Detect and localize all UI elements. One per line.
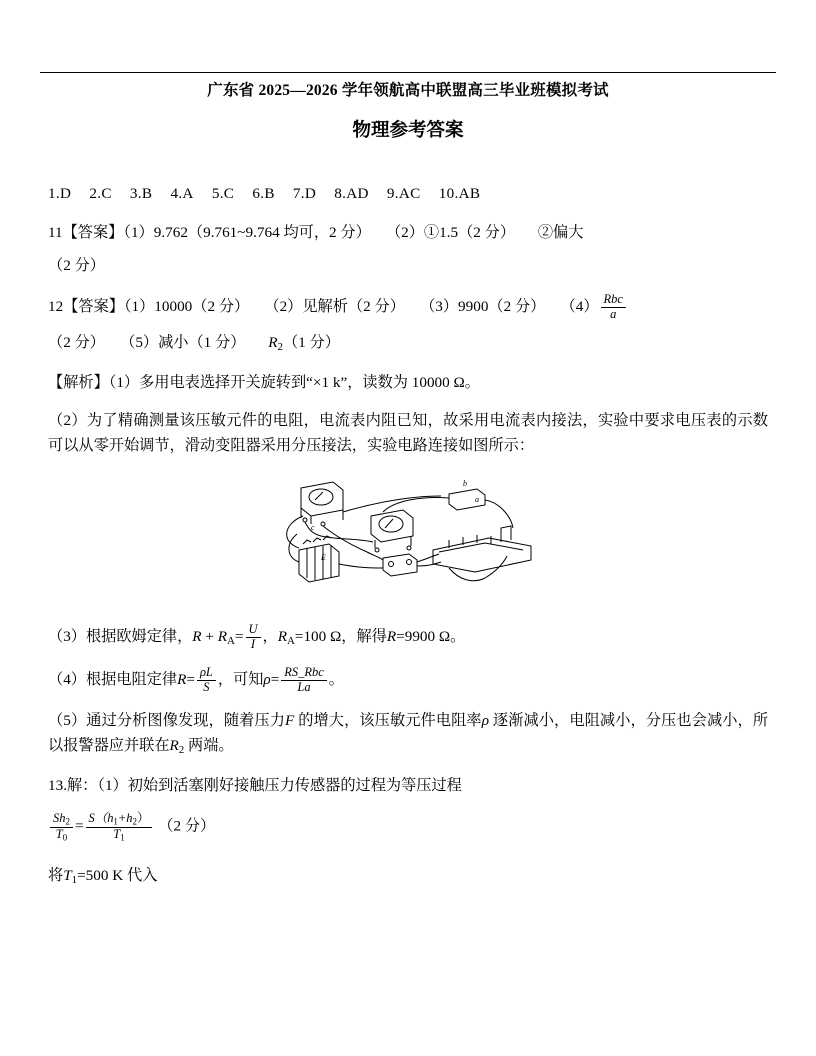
q12-analysis-1: 【解析】（1）多用电表选择开关旋转到“×1 k”，读数为 10000 Ω。 <box>48 373 480 391</box>
analysis4-text-b: ，可知 <box>217 671 264 689</box>
q12-answer-line2-text-a: （2 分） （5）减小（1 分） <box>48 333 269 351</box>
num-sh1: S（h <box>88 811 114 826</box>
den-t1: T <box>113 826 121 841</box>
analysis5-text-b: 的增大，该压敏元件电阻率 <box>294 712 482 730</box>
symbol-R: R <box>192 628 202 646</box>
q12-analysis-5 <box>48 709 768 759</box>
equation-equals: = <box>74 817 84 835</box>
num-sh: Sh <box>53 811 66 826</box>
fraction-denominator-t0 <box>50 828 73 843</box>
circuit-experiment-diagram <box>48 472 768 607</box>
answer-body <box>48 182 768 904</box>
choice-9: 9.AC <box>386 185 421 202</box>
q12-answer-line2-text-b: （1 分） <box>282 333 340 351</box>
label-b: b <box>463 479 467 489</box>
choice-4: 4.A <box>170 185 194 202</box>
fraction-sh1h2-t1 <box>86 812 153 842</box>
q12-analysis-3 <box>48 623 768 652</box>
symbol-R-solved: R <box>386 628 397 646</box>
q12-analysis-2: （2）为了精确测量该压敏元件的电阻，电流表内阻已知，故采用电流表内接法，实验中要求电压表的示数可以从零开始调节，滑动变阻器采用分压接法，实验电路连接如图所示： <box>48 412 768 454</box>
fraction-rhol-s <box>197 666 216 695</box>
label-c: c <box>311 523 315 533</box>
num-h2-sub: 2 <box>132 816 138 827</box>
symbol-RA2-sub: A <box>286 635 295 648</box>
choice-3: 3.B <box>129 185 153 202</box>
q13-equation <box>48 812 768 842</box>
page-subtitle: 物理参考答案 <box>352 121 464 141</box>
den-a: a <box>304 680 311 695</box>
fraction-numerator-rhol: ρL <box>197 666 216 681</box>
header-rule <box>40 72 776 73</box>
equation-points: （2 分） <box>158 817 216 835</box>
fraction-rbc-a <box>601 293 626 322</box>
symbol-RA: R <box>217 628 228 646</box>
q12-answer-line1-text: 12【答案】（1）10000（2 分） （2）见解析（2 分） （3）9900（2 分） （4） <box>48 297 599 315</box>
choice-8: 8.AD <box>334 185 369 202</box>
fraction-u-i <box>246 623 261 652</box>
symbol-equals-3: = <box>270 671 280 689</box>
symbol-R2-2-sub: 2 <box>178 743 185 756</box>
fraction-numerator-sh1h2 <box>86 812 153 828</box>
analysis4-text-c: 。 <box>328 671 344 689</box>
fraction-denominator-i: I <box>250 637 256 652</box>
analysis3-text-d: =9900 Ω。 <box>396 628 466 646</box>
choice-10: 10.AB <box>438 185 481 202</box>
num-paren: ） <box>137 811 150 826</box>
analysis5-text-a: （5）通过分析图像发现，随着压力 <box>48 712 286 730</box>
q13-line1: 13.解：（1）初始到活塞刚好接触压力传感器的过程为等压过程 <box>48 776 462 794</box>
multiple-choice-answers <box>48 182 768 207</box>
circuit-diagram-svg <box>263 472 553 602</box>
q12-answer-line1 <box>48 293 768 322</box>
analysis5-text-d: 两端。 <box>184 736 234 754</box>
fraction-denominator-l-a <box>281 681 326 695</box>
fraction-rs-rbc-la <box>281 666 326 695</box>
analysis3-text-c: =100 Ω，解得 <box>294 628 387 646</box>
symbol-r2-sub: 2 <box>277 340 283 353</box>
q13-line2-text-b: =500 K 代入 <box>77 867 158 885</box>
choice-7: 7.D <box>292 185 317 202</box>
choice-2: 2.C <box>89 185 112 202</box>
fraction-numerator-u: U <box>246 623 261 638</box>
symbol-RA2: R <box>277 628 287 646</box>
symbol-R-law: R <box>177 671 187 689</box>
num-sh-sub: 2 <box>65 816 70 827</box>
symbol-R2-2: R <box>169 736 179 754</box>
den-l: L <box>297 680 305 695</box>
q13-line2-text-a: 将 <box>48 867 64 885</box>
fraction-numerator-sh2 <box>50 812 73 828</box>
symbol-RA-sub: A <box>227 635 235 648</box>
analysis4-text-a: （4）根据电阻定律 <box>48 671 178 689</box>
analysis5-text-c: 逐渐减小，电阻减小，分压也会减小，所以报警器应并联在 <box>48 712 769 754</box>
q11-answer-line1: 11【答案】（1）9.762（9.761~9.764 均可，2 分） （2）①1.5（2 分） ②偏大 <box>48 223 584 241</box>
symbol-equals-2: = <box>186 671 195 689</box>
label-battery: E <box>321 553 326 563</box>
analysis3-text-a: （3）根据欧姆定律， <box>48 628 193 646</box>
q13-line2 <box>48 864 768 890</box>
den-t: T <box>55 826 63 841</box>
symbol-T1: T <box>63 867 72 885</box>
choice-5: 5.C <box>211 185 235 202</box>
fraction-denominator-s: S <box>203 680 210 695</box>
choice-1: 1.D <box>48 185 72 202</box>
symbol-rho-2: ρ <box>481 712 489 730</box>
num-sh1-sub: 1 <box>113 816 118 827</box>
symbol-plus: + <box>201 628 218 646</box>
q12-answer-line2 <box>48 331 768 357</box>
q12-analysis-4 <box>48 666 768 695</box>
analysis3-text-b: ， <box>262 628 278 646</box>
symbol-r2: R <box>268 333 278 351</box>
fraction-numerator: Rbc <box>601 293 626 308</box>
fraction-numerator-rs-rbc: RS_Rbc <box>281 666 326 681</box>
page-title: 广东省 2025—2026 学年领航高中联盟高三毕业班模拟考试 <box>207 82 609 99</box>
fraction-sh2-t0 <box>50 812 73 842</box>
choice-6: 6.B <box>252 185 275 202</box>
symbol-equals: = <box>234 628 244 646</box>
symbol-F: F <box>285 712 295 730</box>
symbol-rho: ρ <box>263 671 271 689</box>
fraction-denominator: a <box>610 306 617 321</box>
symbol-T1-sub: 1 <box>71 874 78 887</box>
q11-answer-line2: （2 分） <box>48 257 105 275</box>
den-t-sub: 0 <box>62 832 68 843</box>
label-a: a <box>475 495 479 505</box>
num-h2: +h <box>117 811 133 826</box>
fraction-denominator-t1 <box>86 828 153 843</box>
den-t1-sub: 1 <box>120 832 125 843</box>
